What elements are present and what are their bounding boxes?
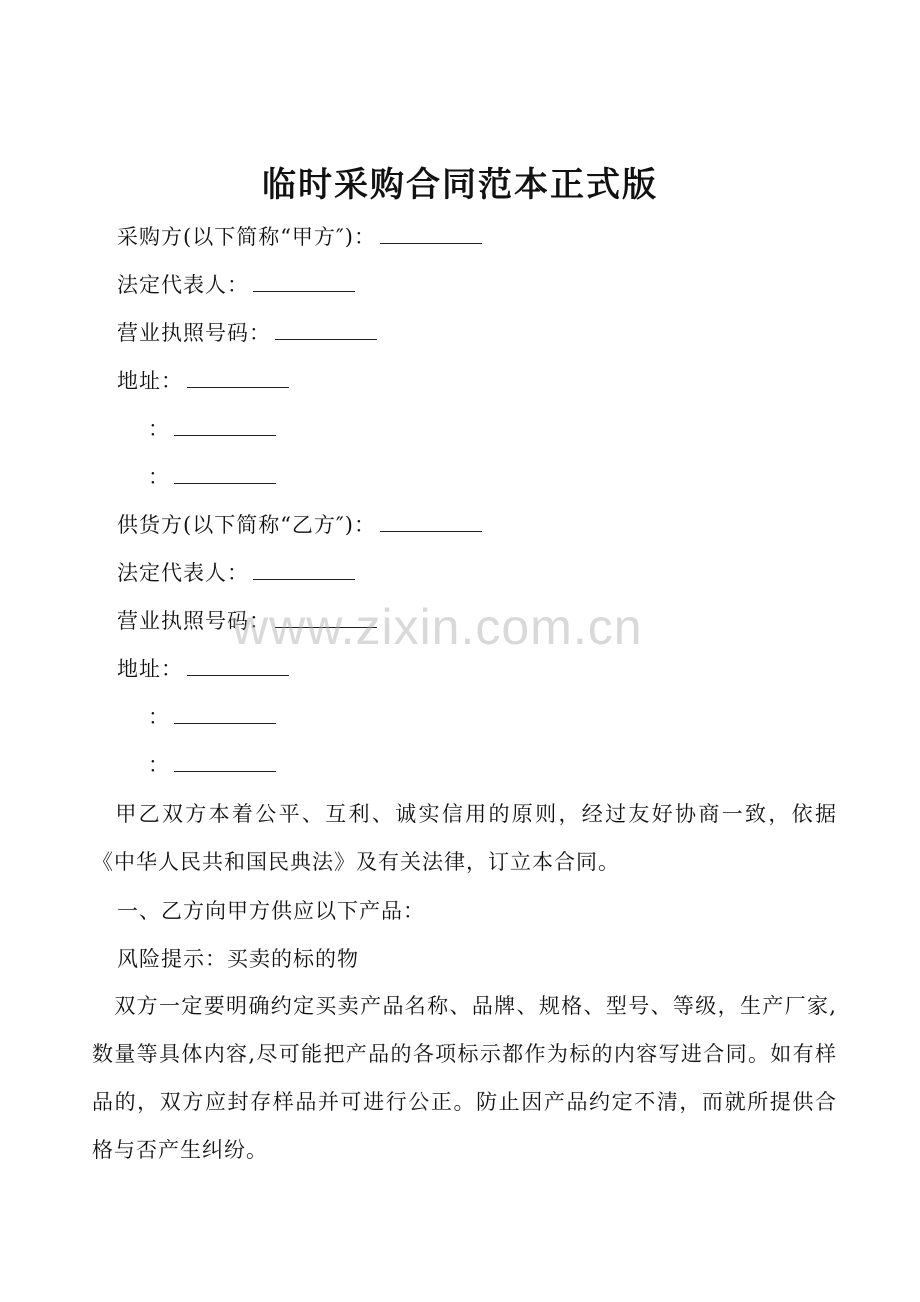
party-a-extra1-label: ： (148, 417, 170, 441)
party-a-extra1-line (148, 414, 276, 444)
party-a-name-label: 采购方(以下简称“甲方″)： (117, 225, 376, 249)
intro-paragraph: 甲乙双方本着公平、互利、诚实信用的原则，经过友好协商一致，依据《中华人民共和国民典法》及有关法律，订立本合同。 (92, 802, 837, 874)
party-a-extra2-line (148, 462, 276, 492)
party-a-extra2-label: ： (148, 465, 170, 489)
party-b-name-line (117, 510, 482, 540)
party-b-extra1-line (148, 702, 276, 732)
party-b-license-line (117, 606, 377, 636)
party-b-license-blank (275, 609, 377, 628)
party-a-address-line (117, 366, 289, 396)
party-a-license-label: 营业执照号码： (117, 321, 271, 345)
party-a-license-blank (275, 321, 377, 340)
watermark: www.zixin.com.cn (232, 599, 643, 655)
party-a-address-label: 地址： (117, 369, 183, 393)
party-a-extra1-blank (174, 417, 276, 436)
party-b-extra2-line (148, 750, 276, 780)
party-b-address-label: 地址： (117, 657, 183, 681)
party-b-rep-label: 法定代表人： (117, 561, 249, 585)
risk-heading: 风险提示：买卖的标的物 (117, 947, 359, 971)
party-a-extra2-blank (174, 465, 276, 484)
party-a-address-blank (187, 369, 289, 388)
party-a-license-line (117, 318, 377, 348)
risk-paragraph: 双方一定要明确约定买卖产品名称、品牌、规格、型号、等级，生产厂家,数量等具体内容,尽可能把产品的各项标示都作为标的内容写进合同。如有样品的，双方应封存样品并可进行公正。防止因产品约定不清，而就所提供合格与否产生纠纷。 (92, 994, 837, 1162)
party-b-extra2-label: ： (148, 753, 170, 777)
party-a-rep-label: 法定代表人： (117, 273, 249, 297)
party-b-rep-blank (253, 561, 355, 580)
party-a-rep-line (117, 270, 355, 300)
party-b-extra2-blank (174, 753, 276, 772)
section1-heading: 一、乙方向甲方供应以下产品： (117, 899, 425, 923)
party-b-rep-line (117, 558, 355, 588)
party-a-name-blank (380, 225, 482, 244)
party-b-address-blank (187, 657, 289, 676)
party-b-name-label: 供货方(以下简称“乙方″)： (117, 513, 376, 537)
party-b-extra1-label: ： (148, 705, 170, 729)
document-title: 临时采购合同范本正式版 (262, 165, 658, 205)
party-b-address-line (117, 654, 289, 684)
party-a-name-line (117, 222, 482, 252)
party-a-rep-blank (253, 273, 355, 292)
party-b-license-label: 营业执照号码： (117, 609, 271, 633)
party-b-extra1-blank (174, 705, 276, 724)
party-b-name-blank (380, 513, 482, 532)
